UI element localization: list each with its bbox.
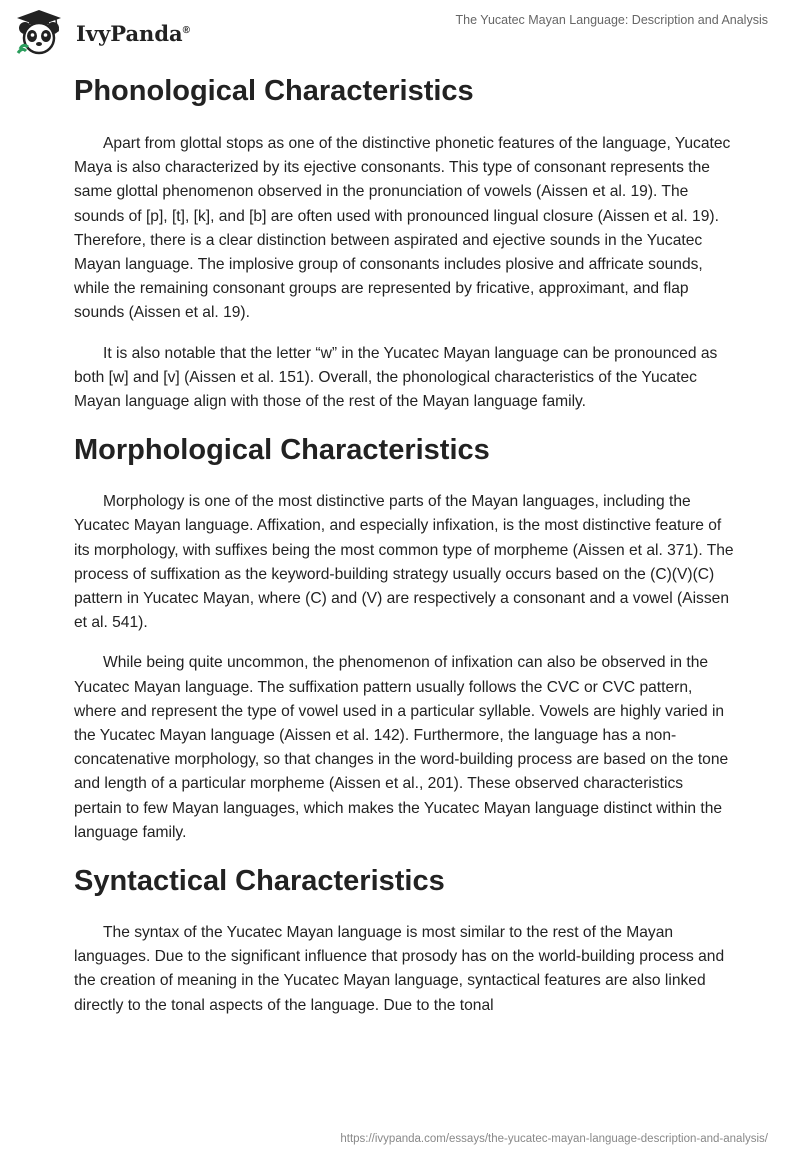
paragraph: While being quite uncommon, the phenomenon of infixation can also be observed in the Yucatec Mayan language. The suffixation pattern usually follows the CVC or CVC pattern, where and represent the type of vowel used in a particular syllable. Vowels are highly varied in the Yucatec Mayan language (Aissen et al. 142). Furthermore, the language has a non-concatenative morphology, so that changes in the word-building process are based on the tone and length of a particular morpheme (Aissen et al., 201). These observed characteristics pertain to few Mayan languages, which makes the Yucatec Mayan language distinct within the language family. [74, 654, 729, 841]
ivypanda-logo[interactable] [14, 9, 214, 55]
section-morphological [74, 431, 734, 845]
paragraph: It is also notable that the letter “w” in the Yucatec Mayan language can be pronounced as both [w] and [v] (Aissen et al. 151). Overall, the phonological characteristics of the Yucatec Mayan language align with those of the rest of the Mayan language family. [74, 344, 718, 411]
page-header [0, 0, 800, 60]
panda-graduate-icon [14, 9, 64, 55]
document-body [74, 72, 734, 1018]
paragraph: Apart from glottal stops as one of the distinctive phonetic features of the language, Yucatec Maya is also characterized by its ejective consonants. This type of consonant represents the same glottal phenomenon observed in the pronunciation of vowels (Aissen et al. 19). The sounds of [p], [t], [k], and [b] are often used with pronounced lingual closure (Aissen et al. 19). Therefore, there is a clear distinction between aspirated and ejective sounds in the Yucatec Mayan language. The implosive group of consonants includes plosive and affricate sounds, while the remaining consonant groups are represented by fricative, approximant, and flap sounds (Aissen et al. 19). [74, 135, 731, 322]
paragraph: The syntax of the Yucatec Mayan language is most similar to the rest of the Mayan languages. Due to the significant influence that prosody has on the world-building process and the creation of meaning in the Yucatec Mayan language, syntactical features are also linked directly to the tonal aspects of the language. Due to the tonal [74, 924, 725, 1014]
section-heading: Morphological Characteristics [74, 434, 490, 467]
section-syntactical [74, 862, 734, 1018]
source-url-link[interactable]: https://ivypanda.com/essays/the-yucatec-mayan-language-description-and-analysis/ [340, 1133, 768, 1145]
section-heading: Syntactical Characteristics [74, 865, 445, 898]
section-phonological [74, 72, 734, 414]
brand-name: IvyPanda® [76, 21, 190, 46]
section-heading: Phonological Characteristics [74, 75, 474, 107]
running-title: The Yucatec Mayan Language: Description and Analysis [455, 13, 768, 27]
paragraph: Morphology is one of the most distinctive parts of the Mayan languages, including the Yucatec Mayan language. Affixation, and especially infixation, is the most distinctive feature of its morphology, with suffixes being the most common type of morpheme (Aissen et al. 371). The process of suffixation as the keyword-building strategy usually occurs based on the (C)(V)(C) pattern in Yucatec Mayan, where (C) and (V) are respectively a consonant and a vowel (Aissen et al. 541). [74, 493, 734, 632]
